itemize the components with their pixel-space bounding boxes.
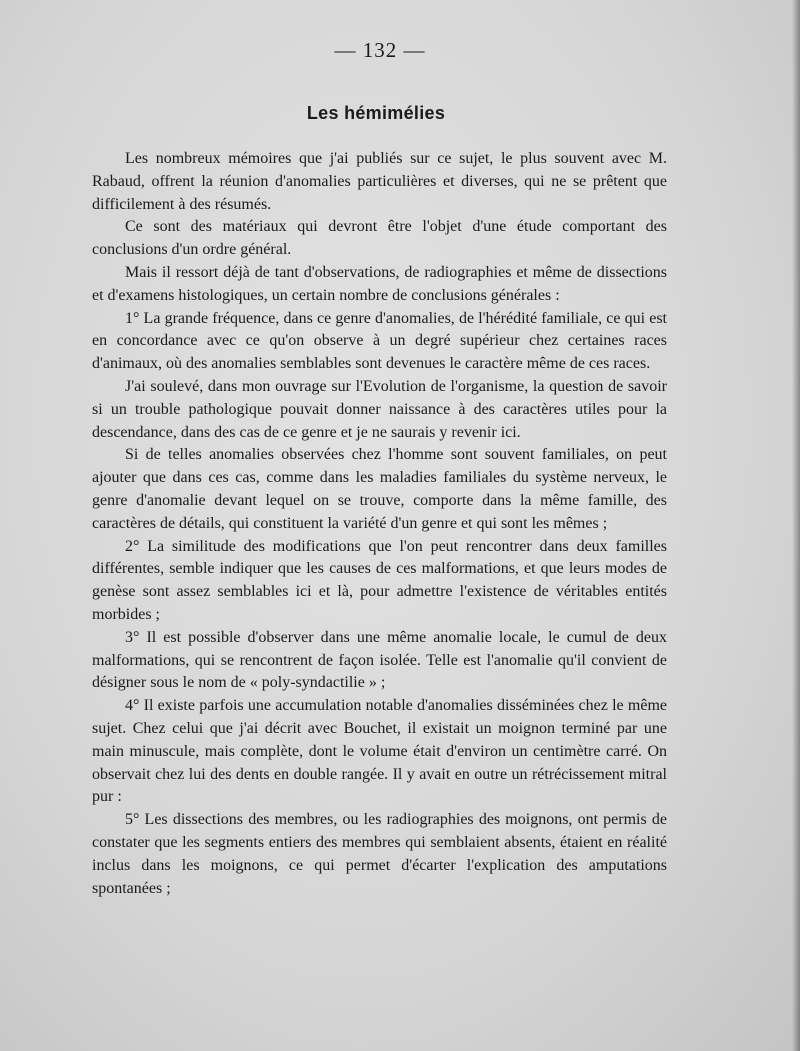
paragraph: 2° La similitude des modifications que l'on peut rencontrer dans deux familles différentes, semble indiquer que les causes de ces malformations, et que leurs modes de genèse sont assez semblables ici et là, pour admettre l'existence de véritables entités morbides ; bbox=[92, 537, 667, 623]
paragraph: Ce sont des matériaux qui devront être l'objet d'une étude comportant des conclusions d'un ordre général. bbox=[92, 218, 667, 259]
paragraph: Mais il ressort déjà de tant d'observations, de radiographies et même de dissections et d'examens histologiques, un certain nombre de conclusions générales : bbox=[92, 263, 667, 304]
paragraph: 5° Les dissections des membres, ou les radiographies des moignons, ont permis de constater que les segments entiers des membres qui semblaient absents, étaient en réalité inclus dans les moignons, ce qui permet d'écarter l'explication des amputations spontanées ; bbox=[92, 811, 667, 897]
chapter-title: Les hémimélies bbox=[306, 103, 446, 123]
paragraph: 1° La grande fréquence, dans ce genre d'anomalies, de l'hérédité familiale, ce qui est en concordance avec ce qu'on observe à un degré supérieur chez certaines races d'animaux, où des anomalies semblables sont devenues le caractère même de ces races. bbox=[92, 309, 667, 373]
paragraph: Les nombreux mémoires que j'ai publiés sur ce sujet, le plus souvent avec M. Rabaud, offrent la réunion d'anomalies particulières et diverses, qui ne se prêtent que difficilement à des résumés. bbox=[92, 150, 667, 213]
paragraph: J'ai soulevé, dans mon ouvrage sur l'Evolution de l'organisme, la question de savoir si un trouble pathologique pouvait donner naissance à des caractères utiles pour la descendance, dans des cas de ce genre et je ne saurais y revenir ici. bbox=[92, 377, 667, 441]
paragraph: 4° Il existe parfois une accumulation notable d'anomalies disséminées chez le même sujet. Chez celui que j'ai décrit avec Bouchet, il existait un moignon terminé par une main minuscule, mais complète, dont le volume était d'environ un centimètre carré. On observait chez lui des dents en double rangée. Il y avait en outre un rétrécissement mitral pur : bbox=[92, 697, 667, 806]
paragraph: Si de telles anomalies observées chez l'homme sont souvent familiales, on peut ajouter que dans ces cas, comme dans les maladies familiales du système nerveux, le genre d'anomalie devant lequel on se trouve, comporte dans la même famille, des caractères de détails, qui constituent la variété d'un genre et qui sont les mêmes ; bbox=[92, 446, 667, 532]
page-number: — 132 — bbox=[334, 38, 426, 62]
body-text bbox=[92, 148, 667, 900]
paragraph: 3° Il est possible d'observer dans une même anomalie locale, le cumul de deux malformations, qui se rencontrent de façon isolée. Telle est l'anomalie qu'il convient de désigner sous le nom de « poly-syndactilie » ; bbox=[92, 628, 667, 692]
